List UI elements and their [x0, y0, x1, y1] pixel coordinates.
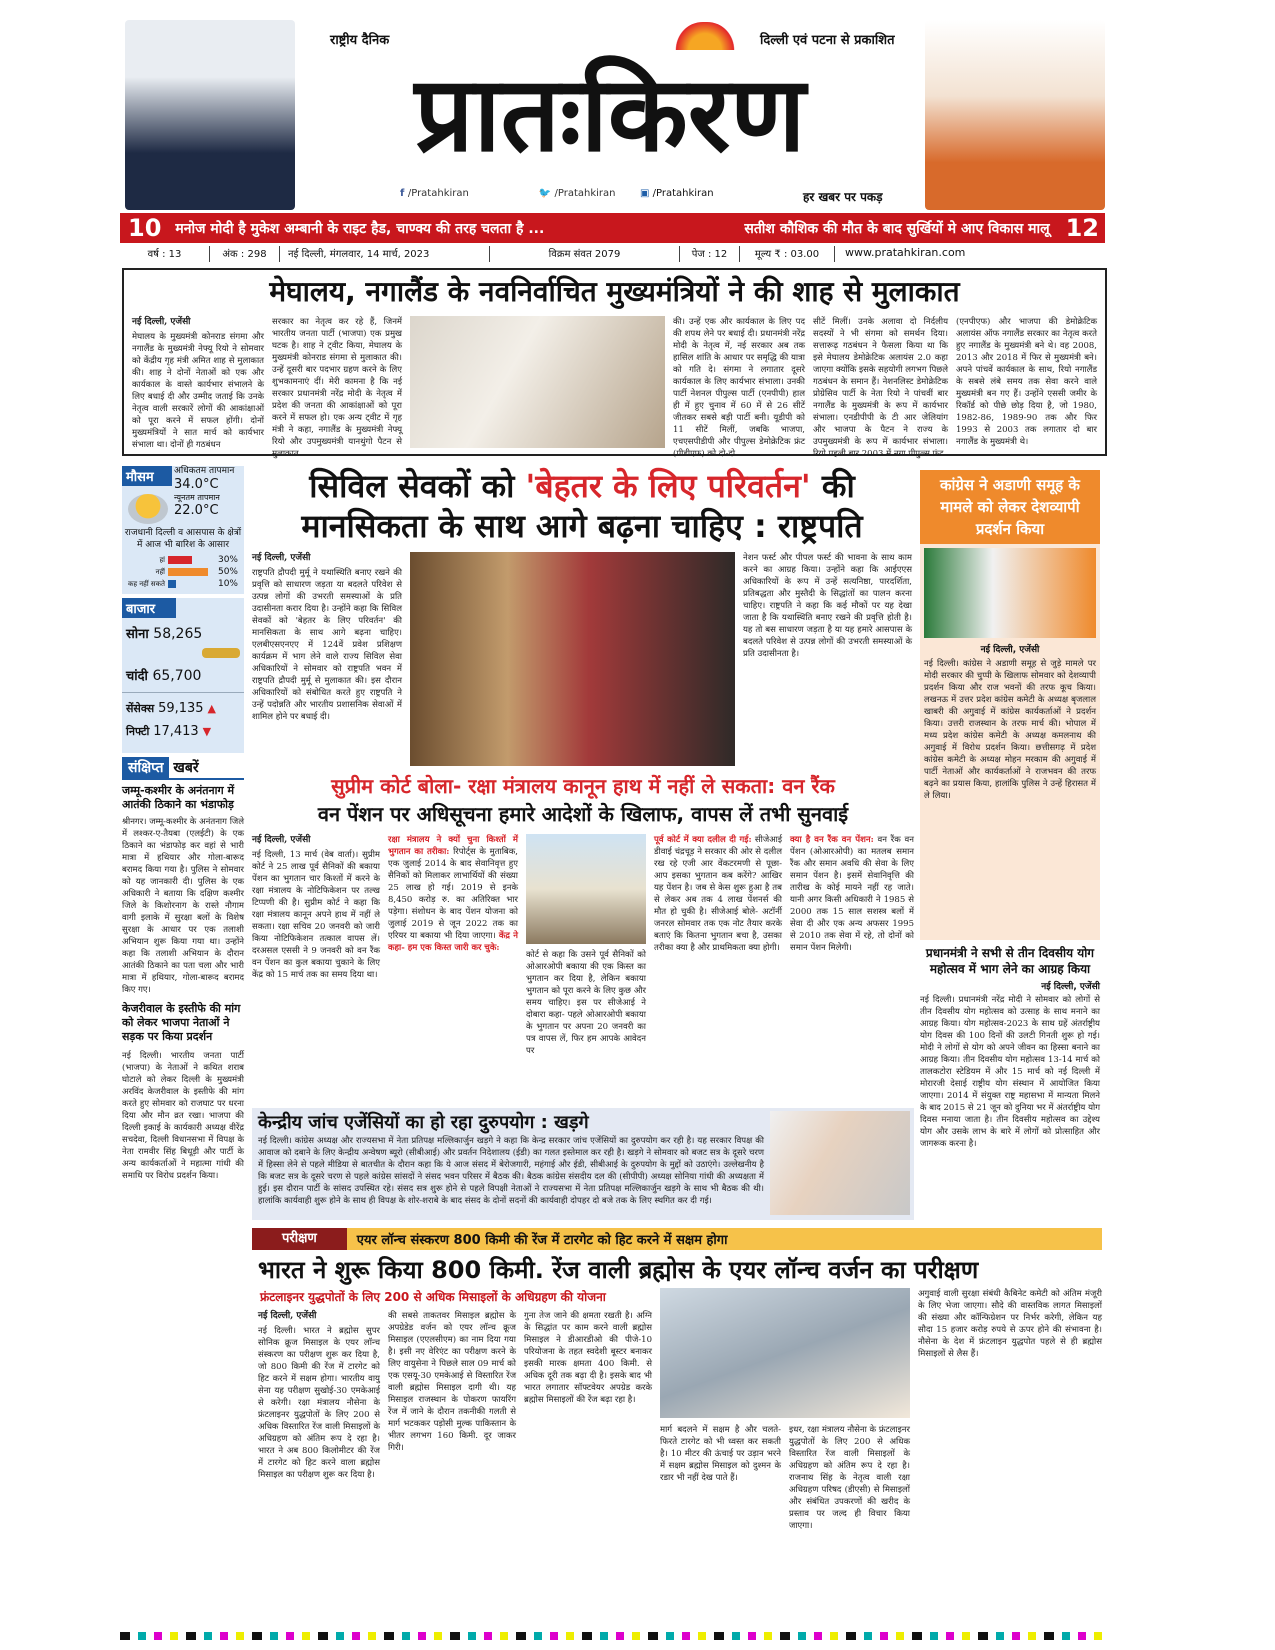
brief-news: संक्षिप्त खबरें जम्मू-कश्मीर के अनंतनाग में आतंकी ठिकाने का भंडाफोड़ श्रीनगर। जम्मू-कश्मीर के अनंतनाग जिले में लश्कर-ए-तैयबा (एलईटी) के एक ठिकाने का भंडाफोड़ कर वहां से भारी मात्रा में हथियार और गोला-बारूद बरामद किया गया है। पुलिस ने सोमवार को यह जानकारी दी। पुलिस के एक अधिकारी ने बताया कि दक्षिण कश्मीर जिले के किशोरनाग के रास्ते नौगाम वागी इलाके में सुरक्षा बलों के विशेष सुरक्षा के आधार पर एक तलाशी अभियान शुरू किया गया था। उन्होंने कहा कि तलाशी अभियान के दौरान आतंकी ठिकाने का पता चला और भारी मात्रा में हथियार, गोला-बारूद बरामद किए गए। केजरीवाल के इस्तीफे की मांग को लेकर भाजपा नेताओं ने सड़क पर किया प्रदर्शन नई दिल्ली। भारतीय जनता पार्टी (भाजपा) के नेताओं ने कथित शराब घोटाले को लेकर दिल्ली के मुख्यमंत्री अरविंद केजरीवाल के इस्तीफे की मांग करते हुए सोमवार को राजघाट पर धरना दिया और मौन व्रत रखा। भाजपा की दिल्ली इकाई के कार्यकारी अध्यक्ष वीरेंद्र सचदेवा, दिल्ली विधानसभा में विपक्ष के नेता रामवीर सिंह बिधूड़ी और पार्टी के अन्य कार्यकर्ताओं ने महात्मा गांधी की समाधि पर विरोध प्रदर्शन किया। — [122, 757, 244, 1640]
kharge-headline: केन्द्रीय जांच एजेंसियों का हो रहा दुरुपयोग : खड़गे — [258, 1112, 589, 1133]
poll-row — [124, 566, 242, 578]
facebook-icon: f — [400, 188, 408, 199]
orop-headline-1: सुप्रीम कोर्ट बोला- रक्षा मंत्रालय कानून हाथ में नहीं ले सकता: वन रैंक — [331, 774, 835, 798]
kharge-photo — [770, 1111, 910, 1215]
tagline-left: राष्ट्रीय दैनिक — [330, 33, 390, 48]
satish-kaushik-photo — [925, 20, 1105, 210]
shah-meeting-photo — [410, 316, 665, 448]
registration-marks — [120, 1632, 1105, 1640]
min-temp: 22.0°C — [174, 503, 219, 518]
weather-label: मौसम — [122, 466, 172, 486]
poll-row — [124, 578, 242, 590]
poll-value: 50% — [217, 567, 238, 577]
social-links — [400, 188, 615, 199]
brief-headline-2: केजरीवाल के इस्तीफे की मांग को लेकर भाजपा नेताओं ने सड़क पर किया प्रदर्शन — [122, 1002, 241, 1043]
max-temp: 34.0°C — [174, 477, 219, 492]
brahmos-jet-photo — [660, 1288, 910, 1418]
supreme-court-photo — [526, 834, 646, 944]
brief-headline-1: जम्मू-कश्मीर के अनंतनाग में आतंकी ठिकाने का भंडाफोड़ — [122, 784, 235, 811]
poll-value: 10% — [217, 579, 238, 589]
facebook-link[interactable]: f /Pratahkiran — [400, 188, 469, 199]
website-link[interactable]: www.pratahkiran.com — [845, 246, 966, 259]
teaser-banner — [120, 213, 1105, 243]
market-widget: बाजार सोना 58,265 चांदी 65,700 सेंसेक्स 59,135 ▲ निफ्टी 17,413 ▼ — [122, 598, 244, 753]
poll-label: नहीं — [155, 567, 165, 576]
poll-label: कह नहीं सकते — [127, 579, 165, 588]
cursor-icon: ▣ — [640, 188, 653, 199]
poll-label: हां — [159, 555, 165, 564]
web-link[interactable]: ▣ /Pratahkiran — [640, 188, 714, 199]
gold-coins-icon — [202, 648, 240, 658]
silver-price: 65,700 — [152, 668, 202, 684]
slogan: हर खबर पर पकड़ — [800, 188, 886, 205]
lead-headline: मेघालय, नगालैंड के नवनिर्वाचित मुख्यमंत्रियों ने की शाह से मुलाकात — [269, 275, 960, 308]
brahmos-story: परीक्षण एयर लॉन्च संस्करण 800 किमी की रेंज में टारगेट को हिट करने में सक्षम होगा भारत ने शुरू किया 800 किमी. रेंज वाली ब्रह्मोस के एयर लॉन्च वर्जन का परीक्षण फ्रंटलाइनर युद्धपोतों के लिए 200 से अधिक मिसाइलों के अधिग्रहण की योजना नई दिल्ली, एजेंसी नई दिल्ली। भारत ने ब्रह्मोस सुपर सोनिक क्रूज मिसाइल के एयर लॉन्च संस्करण का परीक्षण शुरू कर दिया है, जो 800 किमी की रेंज में टारगेट को हिट करने में सक्षम होगा। भारतीय वायु सेना यह परीक्षण सुखोई-30 एमकेआई से करेगी। रक्षा मंत्रालय नौसेना के फ्रंटलाइनर युद्धपोतों के लिए 200 से अधिक विस्तारित रेंज वाली मिसाइलों के अधिग्रहण को अंतिम रूप दे रहा है। भारत ने अब 800 किलोमीटर की रेंज में टारगेट को हिट करने वाला ब्रह्मोस मिसाइल का परीक्षण शुरू कर दिया है। की सबसे ताकतवर मिसाइल ब्रह्मोस के अपग्रेडेड वर्जन को एयर लॉन्च क्रूज मिसाइल (एएलसीएम) का नाम दिया गया है। इसी नए वेरिएंट का परीक्षण करने के लिए वायुसेना ने पिछले साल 09 मार्च को एक एसयू-30 एमकेआई से विस्तारित रेंज वाली ब्रह्मोस मिसाइल दागी थी। यह मिसाइल राजस्थान के पोकरण फायरिंग रेंज में जाने के दौरान तकनीकी गलती से मार्ग भटककर पड़ोसी मुल्क पाकिस्तान के भीतर लगभग 160 किमी. दूर जाकर गिरी। गुना तेज जाने की क्षमता रखती है। अग्नि के सिद्धांत पर काम करने वाली ब्रह्मोस मिसाइल ने डीआरडीओ की पीजे-10 परियोजना के तहत स्वदेशी बूस्टर बनाकर इसकी मारक क्षमता 400 किमी. से अधिक दूरी तक बढ़ा दी है। इसके बाद भी भारत लगातार सॉफ्टवेयर अपग्रेड करके ब्रह्मोस मिसाइलों की रेंज बढ़ा रहा है। मार्ग बदलने में सक्षम है और चलते-फिरते टारगेट को भी ध्वस्त कर सकती है। 10 मीटर की ऊंचाई पर उड़ान भरने में सक्षम ब्रह्मोस मिसाइल को दुश्मन के रडार भी नहीं देख पाते हैं। इधर, रक्षा मंत्रालय नौसेना के फ्रंटलाइनर युद्धपोतों के लिए 200 से अधिक विस्तारित रेंज वाली मिसाइलों के अधिग्रहण को अंतिम रूप दे रहा है। राजनाथ सिंह के नेतृत्व वाली रक्षा अधिग्रहण परिषद (डीएसी) से मिसाइलों और संबंधित उपकरणों की खरीद के प्रस्ताव पर जल्द ही विचार किया जाएगा। अगुवाई वाली सुरक्षा संबंधी कैबिनेट कमेटी को अंतिम मंजूरी के लिए भेजा जाएगा। सौदे की वास्तविक लागत मिसाइलों की संख्या और कॉन्फिग्रेशन पर निर्भर करेगी, लेकिन यह सौदा 15 हजार करोड़ रुपये से ऊपर होने की संभावना है। नौसेना के देश में फ्रंटलाइन युद्धपोत पहले से ही ब्रह्मोस मिसाइलों से लैस हैं। — [252, 1228, 1102, 1626]
kharge-story: केन्द्रीय जांच एजेंसियों का हो रहा दुरुपयोग : खड़गे नई दिल्ली। कांग्रेस अध्यक्ष और राज्यसभा में नेता प्रतिपक्ष मल्लिकार्जुन खड़गे ने कहा कि केन्द्र सरकार जांच एजेंसियों का दुरुपयोग कर रही है। यह सरकार विपक्ष की आवाज को दबाने के लिए केन्द्रीय अन्वेषण ब्यूरो (सीबीआई) और प्रवर्तन निदेशालय (ईडी) का गलत इस्तेमाल कर रही है। खड़गे ने सोमवार को बजट सत्र के दूसरे चरण में हिस्सा लेने से पहले मीडिया से बातचीत के दौरान कहा कि ये आज संसद में बेरोजगारी, महंगाई और ईडी, सीबीआई के दुरुपयोग के मुद्दों को उठाएंगे। उल्लेखनीय है कि बजट सत्र के दूसरे चरण से पहले कांग्रेस सांसदों ने संसद भवन परिसर में बैठक की। बैठक कांग्रेस संसदीय दल की (सीपीपी) अध्यक्ष सोनिया गांधी की अध्यक्षता में हुई। इस दौरान पार्टी के सांसद उपस्थित रहे। संसद सत्र शुरू होने से पहले विपक्षी नेताओं ने राज्यसभा में नेता प्रतिपक्ष मल्लिकार्जुन खड़गे के साथ भी बैठक की थी। हालांकि कार्यवाही शुरू होने के साथ ही विपक्ष के शोर-शराबे के बाद संसद के दोनों सदनों की कार्यवाही दोपहर दो बजे तक के लिए स्थगित कर दी गई। — [252, 1108, 914, 1220]
arrow-down-icon: ▼ — [202, 725, 212, 738]
twitter-icon: 🐦 — [538, 188, 555, 199]
adani-story: कांग्रेस ने अडाणी समूह के मामले को लेकर देशव्यापी प्रदर्शन किया नई दिल्ली, एजेंसी नई दिल्ली। कांग्रेस ने अडाणी समूह से जुड़े मामले पर मोदी सरकार की चुप्पी के खिलाफ सोमवार को देशव्यापी प्रदर्शन किया और राज भवनों की तरफ कूच किया। लखनऊ में उत्तर प्रदेश कांग्रेस कमेटी के अध्यक्ष बृजलाल खाबरी की अगुवाई में कांग्रेस कार्यकर्ताओं ने प्रदर्शन किया। उत्तरी राजस्थान के तरफ मार्च की। भोपाल में मध्य प्रदेश कांग्रेस कमेटी के अध्यक्ष कमलनाथ की अगुवाई में विरोध प्रदर्शन किया। छत्तीसगढ़ में प्रदेश कांग्रेस कमेटी के अध्यक्ष मोहन मरकाम की अगुवाई में पार्टी नेताओं और कार्यकर्ताओं ने राजभवन की तरफ बढ़ने का प्रयास किया, हालांकि पुलिस ने उन्हें हिरासत में ले लिया। — [920, 470, 1100, 940]
president-photo — [410, 552, 735, 766]
adani-headline: कांग्रेस ने अडाणी समूह के मामले को लेकर देशव्यापी प्रदर्शन किया — [920, 470, 1100, 544]
lead-story: मेघालय, नगालैंड के नवनिर्वाचित मुख्यमंत्रियों ने की शाह से मुलाकात नई दिल्ली, एजेंसी मेघालय के मुख्यमंत्री कोनराड संगमा और नगालैंड के मुख्यमंत्री नेफ्यू रियो ने सोमवार को केंद्रीय गृह मंत्री अमित शाह से मुलाकात की। शाह ने दोनों नेताओं को एक और कार्यकाल के वास्ते कार्यभार संभालने के लिए बधाई दी और उम्मीद जताई कि उनके नेतृत्व वाली सरकारें लोगों की आकांक्षाओं को पूरा करने में सफल होंगी। दोनों मुख्यमंत्रियों ने सात मार्च को कार्यभार संभाला था। दोनों ही गठबंधन सरकार का नेतृत्व कर रहे हैं, जिनमें भारतीय जनता पार्टी (भाजपा) एक प्रमुख घटक है। शाह ने ट्वीट किया, मेघालय के मुख्यमंत्री कोनराड संगमा से मुलाकात की। उन्हें दूसरी बार पदभार ग्रहण करने के लिए शुभकामनाएं दीं। मेरी कामना है कि नई सरकार प्रधानमंत्री नरेंद्र मोदी के नेतृत्व में प्रदेश की जनता की आकांक्षाओं को पूरा करने में सफल हो। एक अन्य ट्वीट में गृह मंत्री ने कहा, नगालैंड के मुख्यमंत्री नेफ्यू रियो और उपमुख्यमंत्री यानथुंगो पैटन से मुलाकात की। उन्हें एक और कार्यकाल के लिए पद की शपथ लेने पर बधाई दी। प्रधानमंत्री नरेंद्र मोदी के नेतृत्व में, नई सरकार अब तक हासिल शांति के आधार पर समृद्धि की यात्रा को गति दे। संगमा ने लगातार दूसरे कार्यकाल के लिए कार्यभार संभाला। उनकी पार्टी नेशनल पीपुल्स पार्टी (एनपीपी) हाल ही में हुए चुनाव में 60 में से 26 सीटें जीतकर सबसे बड़ी पार्टी बनी। यूडीपी को 11 सीटें मिलीं, जबकि भाजपा, एचएसपीडीपी और पीपुल्स डेमोक्रेटिक फ्रंट (पीडीएफ) को दो-दो सीटें मिलीं। उनके अलावा दो निर्दलीय सदस्यों ने भी संगमा को समर्थन दिया। सत्तारूढ़ गठबंधन ने फैसला किया था कि इसे मेघालय डेमोक्रेटिक अलायंस 2.0 कहा जाएगा क्योंकि इसके सहयोगी लगभग पिछले गठबंधन के समान हैं। नेशनलिस्ट डेमोक्रेटिक प्रोग्रेसिव पार्टी के नेता रियो ने पांचवीं बार नगालैंड के मुख्यमंत्री के रूप में कार्यभार संभाला। एनडीपीपी के टी आर जेलियांग और भाजपा के पैटन ने राज्य के उपमुख्यमंत्री के रूप में कार्यभार संभाला। रियो पहली बार 2003 में नगा पीपुल्स फ्रंट (एनपीएफ) और भाजपा की डेमोक्रेटिक अलायंस ऑफ नगालैंड सरकार का नेतृत्व करते हुए नगालैंड के मुख्यमंत्री बने थे। वह 2008, 2013 और 2018 में फिर से मुख्यमंत्री बने। अपने पांचवें कार्यकाल के साथ, रियो नगालैंड के सबसे लंबे समय तक सेवा करने वाले मुख्यमंत्री बन गए हैं। उन्होंने एससी जमीर के रिकॉर्ड को पीछे छोड़ दिया है, जो 1980, 1982-86, 1989-90 तक और फिर 1993 से 2003 तक लगातार दो बार नगालैंड के मुख्यमंत्री थे। — [122, 268, 1107, 456]
section-tag: परीक्षण — [252, 1228, 347, 1250]
yoga-story: प्रधानमंत्री ने सभी से तीन दिवसीय योग महोत्सव में भाग लेने का आग्रह किया नई दिल्ली, एजेंसी नई दिल्ली। प्रधानमंत्री नरेंद्र मोदी ने सोमवार को लोगों से तीन दिवसीय योग महोत्सव को उत्साह के साथ मनाने का आग्रह किया। योग महोत्सव-2023 के साथ ग्रहें अंतर्राष्ट्रीय योग दिवस की 100 दिनों की उलटी गिनती शुरू हो गई। मोदी ने लोगों से योग को अपने जीवन का हिस्सा बनाने का आग्रह किया। तीन दिवसीय योग महोत्सव 13-14 मार्च को तालकटोरा स्टेडियम में और 15 मार्च को नई दिल्ली में मोरारजी देसाई राष्ट्रीय योग संस्थान में आयोजित किया जाएगा। 2014 में संयुक्त राष्ट्र महासभा में मान्यता मिलने के बाद 2015 से 21 जून को दुनिया भर में अंतर्राष्ट्रीय योग दिवस मनाया जाता है। तीन दिवसीय महोत्सव का उद्देश्य योग और उसके लाभ के बारे में लोगों को प्रोत्साहित और जागरूक करना है। — [920, 946, 1100, 1149]
yoga-headline: प्रधानमंत्री ने सभी से तीन दिवसीय योग महोत्सव में भाग लेने का आग्रह किया — [925, 946, 1095, 976]
brahmos-headline: भारत ने शुरू किया 800 किमी. रेंज वाली ब्रह्मोस के एयर लॉन्च वर्जन का परीक्षण — [258, 1256, 979, 1284]
tagline-right: दिल्ली एवं पटना से प्रकाशित — [760, 33, 895, 48]
civil-headline: सिविल सेवकों को 'बेहतर के लिए परिवर्तन' की मानसिकता के साथ आगे बढ़ना चाहिए : राष्ट्रपति — [301, 467, 863, 545]
poll-chart — [124, 554, 242, 590]
teaser-right[interactable]: सतीश कौशिक की मौत के बाद सुर्खियों मे आए विकास मालू — [744, 220, 1050, 237]
masthead-title: प्रातःकिरण — [414, 53, 806, 175]
sensex-value: 59,135 — [158, 701, 204, 716]
left-column — [122, 466, 244, 1640]
ambani-photo — [125, 20, 295, 210]
poll-bar — [168, 556, 192, 564]
brahmos-subhead: फ्रंटलाइनर युद्धपोतों के लिए 200 से अधिक मिसाइलों के अधिग्रहण की योजना — [260, 1290, 606, 1304]
arrow-up-icon: ▲ — [207, 702, 216, 715]
nifty-value: 17,413 — [153, 724, 199, 739]
twitter-link[interactable]: 🐦 /Pratahkiran — [538, 188, 616, 199]
poll-value: 30% — [217, 555, 238, 565]
partly-cloudy-icon — [128, 494, 168, 524]
orop-story: सुप्रीम कोर्ट बोला- रक्षा मंत्रालय कानून हाथ में नहीं ले सकता: वन रैंक वन पेंशन पर अधिसूचना हमारे आदेशों के खिलाफ, वापस लें तभी सुनवाई नई दिल्ली, एजेंसी नई दिल्ली, 13 मार्च (वेब वार्ता)। सुप्रीम कोर्ट ने 25 लाख पूर्व सैनिकों की बकाया पेंशन का भुगतान चार किश्तों में करने के रक्षा मंत्रालय के नोटिफिकेशन पर तल्ख टिप्पणी की है। सुप्रीम कोर्ट ने कहा कि रक्षा मंत्रालय कानून अपने हाथ में नहीं ले सकता। रक्षा सचिव 20 जनवरी को जारी किया नोटिफिकेशन तत्काल वापस लें। दरअसल एससी ने 9 जनवरी को वन रैंक वन पेंशन का कुल बकाया चुकाने के लिए केंद्र को 15 मार्च तक का समय दिया था। रक्षा मंत्रालय ने क्यों चुना किश्तों में भुगतान का तरीका: रिपोर्ट्स के मुताबिक, एक जुलाई 2014 के बाद सेवानिवृत्त हुए सैनिकों को मिलाकर लाभार्थियों की संख्या 25 लाख हो गई। 2019 से इनके 8,450 करोड़ रु. का अतिरिक्त भार पड़ेगा। संशोधन के बाद पेंशन योजना को जुलाई 2019 से जून 2022 तक का एरियर या बकाया भी दिया जाएगा। केंद्र ने कहा- हम एक किस्त जारी कर चुके: कोर्ट से कहा कि उसने पूर्व सैनिकों को ओआरओपी बकाया की एक किस्त का भुगतान कर दिया है, लेकिन बकाया भुगतान को पूरा करने के लिए कुछ और समय चाहिए। इस पर सीजेआई ने दोबारा कहा- पहले ओआरओपी बकाया के भुगतान पर अपना 20 जनवरी का पत्र वापस लें, फिर हम आपके आवेदन पर पूर्व कोर्ट में क्या दलील दी गई: सीजेआई डीवाई चंद्रचूड़ ने सरकार की ओर से दलील रख रहे एजी आर वेंकटरमणी से पूछा- आप इसका भुगतान कब करेंगे? आखिर यह पेंशन है। जब से केस शुरू हुआ है तब से लेकर अब तक 4 लाख पेंशनर्स की मौत हो चुकी है। सीजेआई बोले- अटॉर्नी जनरल सोमवार तक एक नोट तैयार करके बताएं कि कितना भुगतान बचा है, उसका तरीका क्या है और प्राथमिकता क्या होगी। क्या है वन रैंक वन पेंशन: वन रैंक वन पेंशन (ओआरओपी) का मतलब समान रैंक और समान अवधि की सेवा के लिए समान पेंशन है। इसमें सेवानिवृत्ति की तारीख के कोई मायने नहीं रह जाते। यानी अगर किसी अधिकारी ने 1985 से 2000 तक 15 साल सशस्त्र बलों में सेवा दी और एक अन्य अफसर 1995 से 2010 तक सेवा में रहे, तो दोनों को समान पेंशन मिलेगी। — [252, 774, 915, 1056]
teaser-right-page: 12 — [1065, 214, 1099, 242]
poll-row — [124, 554, 242, 566]
sun-logo-icon — [675, 22, 735, 50]
weather-widget: मौसम अधिकतम तापमान 34.0°C न्यूनतम तापमान 22.0°C राजधानी दिल्ली व आसपास के क्षेत्रों में आज भी बारिश के आसार हां 30% नहीं 50% कह नहीं सकते 10% — [122, 466, 244, 594]
teaser-left[interactable]: मनोज मोदी है मुकेश अम्बानी के राइट हैड, चाण्क्य की तरह चलता है ... — [175, 220, 545, 237]
brahmos-kicker: परीक्षण एयर लॉन्च संस्करण 800 किमी की रेंज में टारगेट को हिट करने में सक्षम होगा — [252, 1228, 1102, 1250]
orop-headline-2: वन पेंशन पर अधिसूचना हमारे आदेशों के खिलाफ, वापस लें तभी सुनवाई — [317, 802, 849, 826]
protest-photo — [924, 548, 1096, 638]
civil-story: सिविल सेवकों को 'बेहतर के लिए परिवर्तन' की मानसिकता के साथ आगे बढ़ना चाहिए : राष्ट्रपति नई दिल्ली, एजेंसी राष्ट्रपति द्रौपदी मुर्मू ने यथास्थिति बनाए रखने की प्रवृत्ति को साधारण जड़ता या बदलते परिवेश से उत्पन्न लोगों की उभरती समस्याओं के प्रति उदासीनता करार दिया है। उन्होंने कहा कि सिविल सेवकों को 'बेहतर के लिए परिवर्तन' की मानसिकता के साथ आगे बढ़ना चाहिए। एलबीएसएनएए में 124वें प्रवेश प्रशिक्षण कार्यक्रम में भाग लेने वाले राज्य सिविल सेवा अधिकारियों ने सोमवार को राष्ट्रपति भवन में राष्ट्रपति द्रौपदी मुर्मू से मुलाकात की। इस दौरान अधिकारियों को संबोधित करते हुए राष्ट्रपति ने उन्हें पदोन्नति और भारतीय प्रशासनिक सेवाओं में शामिल होने पर बधाई दी। नेशन फर्स्ट और पीपल फर्स्ट की भावना के साथ काम करने का आग्रह किया। उन्होंने कहा कि आईएएस अधिकारियों के रूप में उन्हें सत्यनिष्ठा, पारदर्शिता, प्रतिबद्धता और मुस्तैदी के सिद्धांतों का पालन करना चाहिए। राष्ट्रपति ने कहा कि कई मौकों पर यह देखा जाता है कि यथास्थिति बनाए रखने की प्रवृत्ति होती है। यह तो बस साधारण जड़ता है या यह हमारे आसपास के बदलते परिवेश से उत्पन्न लोगों की उभरती समस्याओं के प्रति उदासीनता है। — [252, 466, 912, 766]
poll-bar — [168, 568, 208, 576]
gold-price: 58,265 — [153, 626, 203, 642]
info-line: वर्ष : 13 अंक : 298 नई दिल्ली, मंगलवार, 14 मार्च, 2023 विक्रम संवत 2079 पेज : 12 मूल्य ₹ : 03.00 www.pratahkiran.com — [120, 246, 1105, 262]
teaser-left-page: 10 — [128, 214, 162, 242]
poll-bar — [168, 580, 176, 588]
